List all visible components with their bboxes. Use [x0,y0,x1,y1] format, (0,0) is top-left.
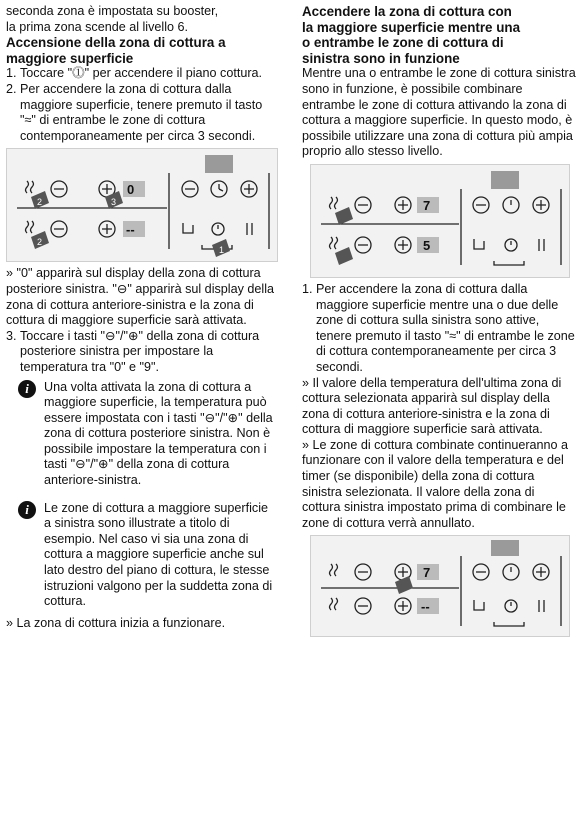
control-panel-drawing [311,536,569,636]
step-3 [6,329,278,376]
step-text: Toccare i tasti "⊖"/"⊕" della zona di cottura posteriore sinistra per impostare la temperatura tra "0" e "9". [20,328,260,374]
result-text: » Il valore della temperatura dell'ultima zona di cottura selezionata apparirà sul display della zona di cottura anteriore-sinistra e la zona di cottura di maggiore superficie sarà attivata. [302,375,562,437]
finger-pointer-icon [335,247,353,265]
heading-line-2: la maggiore superficie mentre una [302,19,521,35]
result-text: » Le zone di cottura combinate continueranno a funzionare con il valore della temperatura e del timer (se disponibile) della zona di cottura sinistra selezionata. Il valore della zona di cottura sinistra impostato prima di combinare le zone di cottura verrà annullato. [302,437,569,530]
intro-line-2: la prima zona scende al livello 6. [6,19,189,34]
section-heading-left [6,35,278,66]
step-text: Toccare "⓵" per accendere il piano cottura. [20,66,263,81]
control-panel-illustration [310,164,570,278]
finger-pointer-icon [335,207,353,225]
step-1 [6,66,278,82]
step-badge: 2 [37,197,43,208]
hand-stop-icon [183,223,193,233]
hand-stop-icon [474,239,484,249]
heading-line-3: o entrambe le zone di cottura di [302,35,504,51]
heading-line-2: maggiore superficie [6,50,134,66]
control-panel-illustration [310,535,570,637]
heading-line-4: sinistra sono in funzione [302,50,460,66]
left-column [6,4,278,631]
step-text: Per accendere la zona di cottura dalla maggiore superficie, tenere premuto il tasto "≈" di entrambe le zone di cottura contemporaneamente per circa 3 secondi. [20,81,263,143]
bridge-zone-icon [330,237,338,249]
step-badge: 2 [37,237,43,248]
control-panel-drawing [311,165,569,277]
display-value-bottom: -- [126,222,135,238]
display-value-top: 0 [127,182,135,198]
step-2 [6,82,278,144]
heading-line-1: Accensione della zona di cottura a [6,35,226,51]
step-number: 3. [6,328,17,343]
control-panel-illustration [6,148,278,262]
step-number: 2. [6,81,17,96]
step-badge: 1 [219,245,225,256]
info-note [6,380,278,489]
info-text: Le zone di cottura a maggiore superficie a sinistra sono illustrate a titolo di esempio. Nel caso vi sia una zona di cottura a maggiore superficie anche sul lato destro del piano di cottura, le stesse istruzioni valgono per la suddetta zona di cottura. [44,500,273,609]
display-value-bottom: -- [421,599,430,615]
heading-line-1: Accendere la zona di cottura con [302,4,512,19]
right-column [302,4,576,641]
display-value-top: 7 [423,565,431,581]
step-number: 1. [6,66,17,81]
control-panel-drawing [7,149,277,261]
bridge-zone-icon [26,221,34,233]
intro-line-1: seconda zona è impostata su booster, [6,4,219,18]
bridge-zone-icon [330,197,338,209]
step-1 [302,282,576,376]
info-text: Una volta attivata la zona di cottura a maggiore superficie, la temperatura può essere impostata con i tasti "⊖"/"⊕" della zona di cottura posteriore sinistra. Non è possibile impostare la temperatura con i tasti "⊖"/"⊕" della zona di cottura anteriore-sinistra. [44,379,273,488]
lock-bracket-icon [494,261,524,265]
section-heading-right [302,4,576,66]
info-icon: i [18,501,36,519]
intro-paragraph: Mentre una o entrambe le zone di cottura sinistra sono in funzione, è possibile combinare entrambe le zone di cottura attivando la zona di cottura a maggiore superficie. In questo modo, è possibile utilizzare una zona di cottura più ampia proprio allo stesso livello. [302,66,576,159]
display-value-bottom: 5 [423,237,431,253]
display-value-top: 7 [423,197,431,213]
display-block [205,155,233,173]
step-badge: 3 [111,197,117,208]
step-number: 1. [302,281,313,296]
final-result: » La zona di cottura inizia a funzionare. [6,615,226,630]
bridge-zone-icon [26,181,34,193]
step-text: Per accendere la zona di cottura dalla maggiore superficie mentre una o due delle zone di cottura sulla sinistra sono attive, tenere premuto il tasto "≈" di entrambe le zone di cottura contemporaneamente per circa 3 secondi. [316,281,575,374]
info-icon: i [18,380,36,398]
result-text: » "0" apparirà sul display della zona di cottura posteriore sinistra. "⊖" apparirà sul display della zona di cottura anteriore-sinistra e la zona di cottura di maggiore superficie sarà attivata. [6,266,274,328]
info-note [6,501,278,610]
